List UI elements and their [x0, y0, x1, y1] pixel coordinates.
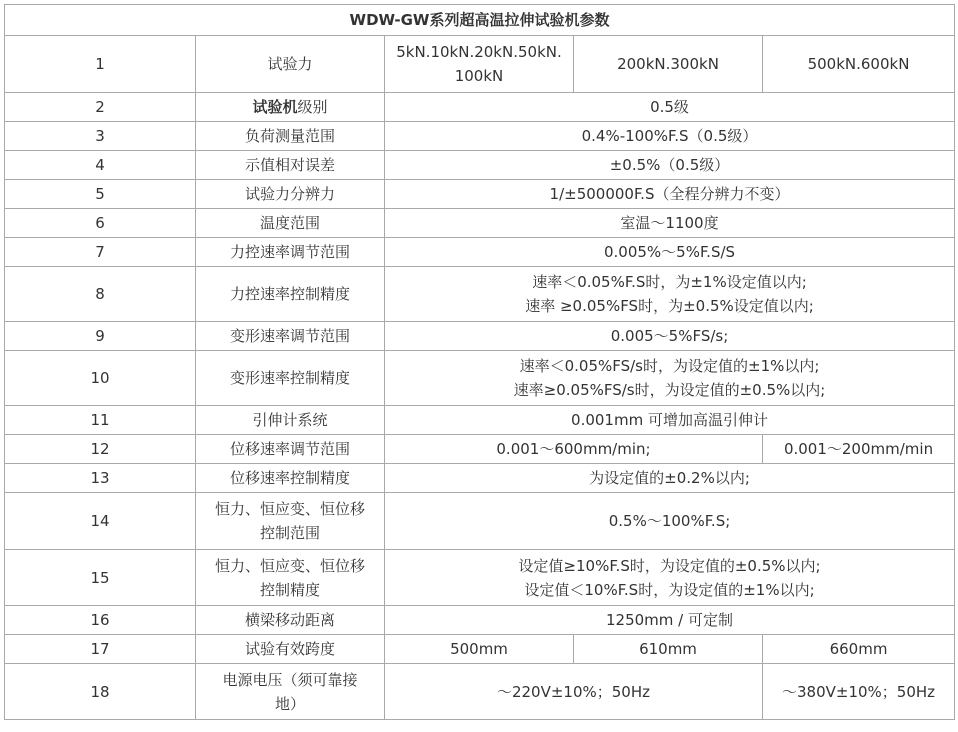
param-line: 地）	[274, 694, 305, 713]
row-number: 5	[5, 180, 196, 209]
table-row	[5, 464, 955, 493]
param-line: 控制范围	[259, 524, 320, 542]
value-cell: 610mm	[574, 635, 763, 664]
row-number: 2	[5, 93, 196, 122]
value-cell: ～380V±10%；50Hz	[763, 664, 955, 720]
param-name: 试验力分辨力	[196, 180, 385, 209]
value-line: 设定值＜10%F.S时，为设定值的±1%以内;	[524, 580, 815, 599]
table-row	[5, 406, 955, 435]
value-cell: 500mm	[385, 635, 574, 664]
param-name: 力控速率控制精度	[196, 267, 385, 322]
table-row	[5, 238, 955, 267]
row-number: 8	[5, 267, 196, 322]
value-cell: 660mm	[763, 635, 955, 664]
value-cell: 0.5%～100%F.S;	[385, 493, 955, 550]
table-row	[5, 606, 955, 635]
param-name: 横梁移动距离	[196, 606, 385, 635]
value-cell	[385, 267, 955, 322]
table-row	[5, 122, 955, 151]
value-cell: 500kN.600kN	[763, 36, 955, 93]
param-name: 负荷测量范围	[196, 122, 385, 151]
table-row	[5, 664, 955, 720]
value-cell: 0.001mm 可增加高温引伸计	[385, 406, 955, 435]
param-line: 恒力、恒应变、恒位移	[214, 556, 365, 575]
param-name: 变形速率控制精度	[196, 351, 385, 406]
value-line: 速率≥0.05%FS/s时，为设定值的±0.5%以内;	[513, 381, 826, 399]
param-line: 恒力、恒应变、恒位移	[214, 500, 365, 518]
param-name: 位移速率调节范围	[196, 435, 385, 464]
param-name	[196, 493, 385, 550]
table-title: WDW-GW系列超高温拉伸试验机参数	[5, 5, 955, 36]
table-row	[5, 351, 955, 406]
param-name: 变形速率调节范围	[196, 322, 385, 351]
value-cell: 0.001～600mm/min;	[385, 435, 763, 464]
param-name	[196, 93, 385, 122]
table-row	[5, 209, 955, 238]
value-cell	[385, 351, 955, 406]
value-cell: 室温～1100度	[385, 209, 955, 238]
table-row	[5, 267, 955, 322]
row-number: 17	[5, 635, 196, 664]
param-name-bold: 试验机	[252, 98, 298, 116]
value-line: 速率 ≥0.05%FS时，为±0.5%设定值以内;	[525, 297, 814, 315]
row-number: 6	[5, 209, 196, 238]
row-number: 3	[5, 122, 196, 151]
row-number: 9	[5, 322, 196, 351]
value-cell: 0.005～5%FS/s;	[385, 322, 955, 351]
row-number: 13	[5, 464, 196, 493]
value-cell: ～220V±10%；50Hz	[385, 664, 763, 720]
param-name	[196, 550, 385, 606]
value-cell: 0.5级	[385, 93, 955, 122]
row-number: 7	[5, 238, 196, 267]
row-number: 14	[5, 493, 196, 550]
value-line: 速率＜0.05%F.S时，为±1%设定值以内;	[532, 273, 807, 291]
param-name-rest: 级别	[297, 98, 328, 116]
value-line: 速率＜0.05%FS/s时，为设定值的±1%以内;	[519, 357, 820, 375]
value-cell: 0.001～200mm/min	[763, 435, 955, 464]
param-name: 力控速率调节范围	[196, 238, 385, 267]
param-name: 位移速率控制精度	[196, 464, 385, 493]
value-line: 100kN	[454, 67, 504, 85]
param-line: 电源电压（须可靠接	[222, 670, 358, 689]
row-number: 15	[5, 550, 196, 606]
row-number: 4	[5, 151, 196, 180]
table-row	[5, 435, 955, 464]
table-row	[5, 180, 955, 209]
value-cell: ±0.5%（0.5级）	[385, 151, 955, 180]
value-cell: 0.005%～5%F.S/S	[385, 238, 955, 267]
row-number: 10	[5, 351, 196, 406]
spec-table	[4, 4, 955, 720]
table-row	[5, 550, 955, 606]
param-name: 温度范围	[196, 209, 385, 238]
title-row	[5, 5, 955, 36]
value-line: 5kN.10kN.20kN.50kN.	[396, 43, 562, 61]
param-name: 试验力	[196, 36, 385, 93]
table-row	[5, 93, 955, 122]
row-number: 1	[5, 36, 196, 93]
value-cell: 200kN.300kN	[574, 36, 763, 93]
table-row	[5, 493, 955, 550]
table-row	[5, 635, 955, 664]
row-number: 16	[5, 606, 196, 635]
value-cell	[385, 550, 955, 606]
row-number: 11	[5, 406, 196, 435]
row-number: 12	[5, 435, 196, 464]
table-row	[5, 36, 955, 93]
value-cell: 0.4%-100%F.S（0.5级）	[385, 122, 955, 151]
table-row	[5, 151, 955, 180]
value-cell: 1250mm / 可定制	[385, 606, 955, 635]
param-name: 试验有效跨度	[196, 635, 385, 664]
param-line: 控制精度	[259, 580, 320, 599]
value-line: 设定值≥10%F.S时，为设定值的±0.5%以内;	[518, 556, 821, 575]
row-number: 18	[5, 664, 196, 720]
value-cell	[385, 36, 574, 93]
param-name: 示值相对误差	[196, 151, 385, 180]
value-cell: 1/±500000F.S（全程分辨力不变）	[385, 180, 955, 209]
param-name: 引伸计系统	[196, 406, 385, 435]
value-cell: 为设定值的±0.2%以内;	[385, 464, 955, 493]
param-name	[196, 664, 385, 720]
table-row	[5, 322, 955, 351]
